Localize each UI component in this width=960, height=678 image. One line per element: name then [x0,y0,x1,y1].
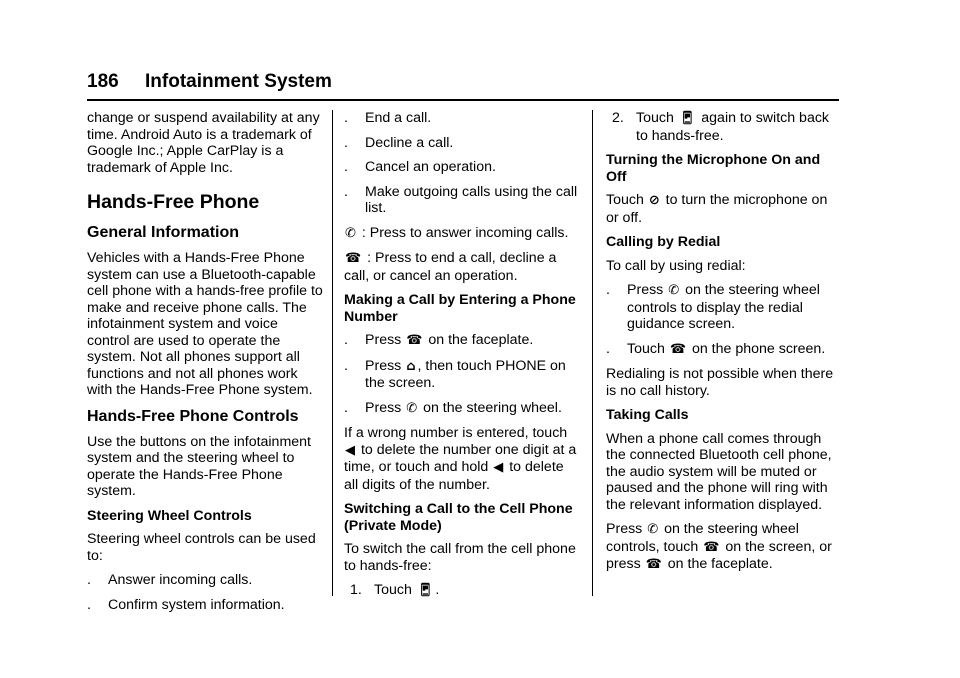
heading-entering-number: Making a Call by Entering a Phone Number [344,292,576,325]
heading-private-mode: Switching a Call to the Cell Phone (Private Mode) [344,501,573,534]
phone-icon: ☎ [703,539,720,555]
list-item: . Touch ☎ on the phone screen. [606,340,826,357]
list-item: . Press ✆ on the steering wheel. [344,399,562,416]
phone-icon: ☎ [645,557,662,572]
bullet: . [87,572,91,588]
bullet: . [344,159,348,175]
heading-taking-calls: Taking Calls [606,407,689,423]
numbered-step: 1. Touch 📱︎ . [350,582,440,598]
subsection-heading-general-information: General Information [87,224,240,241]
list-item: . Cancel an operation. [344,159,496,175]
bullet: . [87,596,91,613]
steering-paragraph: Steering wheel controls can be used to: [87,531,316,564]
intro-paragraph: change or suspend availability at any time. Android Auto is a trademark of Google Inc.; Apple CarPlay is a trademark of Apple Inc. [87,110,320,176]
column-3 [606,110,842,582]
subsection-heading-controls: Hands-Free Phone Controls [87,407,299,425]
list-item: . Press ☎ on the faceplate. [344,332,534,348]
taking-calls-paragraph: When a phone call comes through the connected Bluetooth cell phone, the audio system will be muted or paused and the phone will ring with the relevant information displayed. [606,430,832,513]
microphone-mute-icon: ⊘ [648,193,660,208]
heading-redial: Calling by Redial [606,234,721,250]
no-history-paragraph: Redialing is not possible when there is no call history. [606,366,834,399]
microphone-paragraph: Touch ⊘ to turn the microphone on or off. [606,192,828,226]
controls-paragraph: Use the buttons on the infotainment system and the steering wheel to operate the Hands-Free Phone system. [87,433,311,499]
list-item: . Make outgoing calls using the call list. [344,183,578,216]
phone-icon: ☎ [406,333,423,348]
bullet: . [344,183,348,200]
list-item: . Press ✆ on the steering wheel controls to display the redial guidance screen. [606,282,820,332]
list-item: . Decline a call. [344,134,454,151]
answer-methods-paragraph: Press ✆ on the steering wheel controls, touch ☎ on the screen, or press ☎ on the faceplate. [606,521,832,572]
answer-call-paragraph: ✆ : Press to answer incoming calls. [345,224,569,241]
handset-audio-icon: 📱︎ [678,111,696,126]
page-title: Infotainment System [145,71,332,92]
heading-steering-wheel-controls: Steering Wheel Controls [87,507,252,524]
backspace-icon: ◀ [493,460,504,475]
handset-audio-icon: 📱︎ [416,583,434,598]
backspace-icon: ◀ [345,442,355,458]
steering-phone-icon: ✆ [406,400,418,416]
list-item: . Press ⌂ , then touch PHONE on the screen. [344,357,566,391]
phone-icon: ☎ [669,341,687,357]
header-divider [87,99,839,101]
bullet: . [344,357,348,374]
numbered-step: 2. Touch 📱︎ again to switch back to hands-free. [612,110,830,144]
list-item: . End a call. [344,110,432,126]
general-information-paragraph: Vehicles with a Hands-Free Phone system can use a Bluetooth-capable cell phone with a hands-free profile to make and receive phone calls. The infotainment system and voice control are used to operate the system. Not all phones support all functions and not all phones work with the Hands-Free Phone system. [87,250,323,398]
bullet: . [344,399,348,416]
column-2 [344,110,580,608]
list-item: . Confirm system information. [87,596,285,613]
column-1 [87,110,323,621]
bullet: . [606,340,610,357]
column-divider [332,110,333,596]
steering-phone-icon: ✆ [668,283,680,298]
phone-hangup-icon: ☎ [345,251,362,266]
phone-answer-icon: ✆ [345,225,356,241]
steering-phone-icon: ✆ [647,522,659,537]
home-icon: ⌂ [406,358,416,374]
bullet: . [344,110,348,126]
end-call-paragraph: ☎ : Press to end a call, decline a call, or cancel an operation. [344,250,557,284]
column-divider [592,110,593,596]
list-item: . Answer incoming calls. [87,572,253,588]
section-heading-hands-free-phone: Hands-Free Phone [87,191,260,213]
wrong-number-paragraph: If a wrong number is entered, touch ◀ to delete the number one digit at a time, or touch and hold ◀ to delete all digits of the number. [344,425,577,493]
bullet: . [344,332,348,348]
private-mode-paragraph: To switch the call from the cell phone to hands-free: [344,541,576,574]
bullet: . [344,134,348,151]
heading-microphone: Turning the Microphone On and Off [606,152,821,185]
page-header [87,71,839,101]
page-number: 186 [87,71,119,92]
bullet: . [606,282,610,298]
redial-paragraph: To call by using redial: [606,257,746,274]
